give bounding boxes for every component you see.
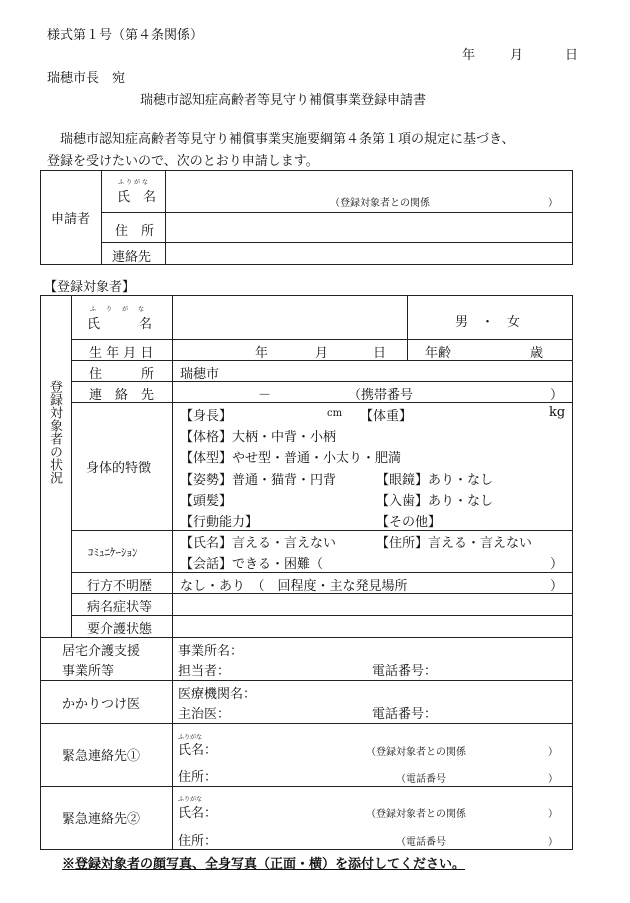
care-field[interactable] <box>174 616 570 636</box>
emergency-2-relation-close: ） <box>548 809 558 820</box>
applicant-name-field[interactable] <box>166 186 571 210</box>
disease-field[interactable] <box>174 594 570 614</box>
contact-dash: － <box>258 388 272 403</box>
age-unit: 歳 <box>530 346 544 361</box>
communication-label: ｺﾐｭﾆｹｰｼｮﾝ <box>88 546 138 559</box>
comm-name[interactable]: 【氏名】言える・言えない <box>180 536 337 551</box>
applicant-name-label: 氏 名 <box>117 190 157 205</box>
emergency-1-furigana: ふりがな <box>178 734 203 741</box>
doctor-institution[interactable]: 医療機関名： <box>178 687 257 702</box>
doctor-label: かかりつけ医 <box>62 697 141 712</box>
target-side-label: 登録対象者の状況 <box>47 380 62 484</box>
emergency-2-name[interactable]: 氏名： <box>178 806 218 821</box>
dob-label: 生 年 月 日 <box>89 346 154 361</box>
phys-posture[interactable]: 【姿勢】普通・猫背・円背 <box>180 473 337 488</box>
phys-other: 【その他】 <box>376 515 442 530</box>
doctor-physician[interactable]: 主治医： <box>178 707 231 722</box>
target-name-label: 氏 名 <box>87 317 153 332</box>
comm-talk[interactable]: 【会話】できる・困難（ <box>180 557 324 572</box>
emergency-1-address[interactable]: 住所： <box>178 770 218 785</box>
care-office-label-2: 事業所等 <box>62 664 115 679</box>
applicant-address-field[interactable] <box>166 213 571 241</box>
emergency-2-phone: （電話番号 <box>396 837 446 848</box>
doctor-phone[interactable]: 電話番号： <box>372 707 438 722</box>
emergency-2-label: 緊急連絡先② <box>62 812 141 827</box>
form-title: 瑞穂市認知症高齢者等見守り補償事業登録申請書 <box>140 93 427 108</box>
dob-day: 日 <box>373 346 387 361</box>
emergency-1-label: 緊急連絡先① <box>62 749 141 764</box>
phys-cm: cm <box>327 408 343 419</box>
applicant-contact-label: 連絡先 <box>112 250 152 265</box>
care-label: 要介護状態 <box>87 622 153 637</box>
phys-type[interactable]: 【体型】やせ型・普通・小太り・肥満 <box>180 451 402 466</box>
applicant-address-label: 住 所 <box>115 224 155 239</box>
phys-build[interactable]: 【体格】大柄・中背・小柄 <box>180 430 337 445</box>
age-label: 年齢 <box>425 346 452 361</box>
phys-denture[interactable]: 【入歯】あり・なし <box>376 494 494 509</box>
mobile-close: ） <box>550 388 564 403</box>
date-day-label: 日 <box>565 48 579 63</box>
target-name-field[interactable] <box>174 296 406 338</box>
emergency-1-relation: （登録対象者との関係 <box>366 747 466 758</box>
comm-address[interactable]: 【住所】言える・言えない <box>376 536 533 551</box>
applicant-relation: （登録対象者との関係 <box>330 198 430 209</box>
date-year-label: 年 <box>462 48 476 63</box>
emergency-1-phone: （電話番号 <box>396 774 446 785</box>
emergency-1-name[interactable]: 氏名： <box>178 743 218 758</box>
emergency-2-furigana: ふりがな <box>178 796 203 803</box>
applicant-contact-field[interactable] <box>166 243 571 263</box>
phys-hair: 【頭髪】 <box>180 494 233 509</box>
physical-label: 身体的特徴 <box>86 461 152 476</box>
dob-year: 年 <box>255 346 269 361</box>
care-office-phone[interactable]: 電話番号： <box>372 664 438 679</box>
intro-line-2: 登録を受けたいので、次のとおり申請します。 <box>47 154 319 169</box>
gender-options[interactable]: 男 ・ 女 <box>455 315 521 330</box>
care-office-staff[interactable]: 担当者： <box>178 664 231 679</box>
photo-note: ※登録対象者の顔写真、全身写真（正面・横）を添付してください。 <box>62 857 466 872</box>
target-contact-label: 連 絡 先 <box>89 388 155 403</box>
emergency-1-relation-close: ） <box>548 747 558 758</box>
phys-kg: kg <box>549 405 566 420</box>
dob-month: 月 <box>315 346 329 361</box>
missing-label: 行方不明歴 <box>87 579 153 594</box>
mobile-label: （携帯番号 <box>348 388 414 403</box>
emergency-2-relation: （登録対象者との関係 <box>366 809 466 820</box>
missing-close: ） <box>550 579 564 594</box>
emergency-2-phone-close: ） <box>548 837 558 848</box>
comm-close: ） <box>550 557 564 572</box>
emergency-1-phone-close: ） <box>548 774 558 785</box>
phys-height: 【身長】 <box>180 409 233 424</box>
target-furigana: ふ り が な <box>90 306 147 313</box>
disease-label: 病名症状等 <box>87 600 153 615</box>
section-label: 【登録対象者】 <box>44 280 136 295</box>
emergency-2-address[interactable]: 住所： <box>178 834 218 849</box>
care-office-name[interactable]: 事業所名： <box>178 644 244 659</box>
care-office-label-1: 居宅介護支援 <box>62 644 141 659</box>
date-month-label: 月 <box>510 48 524 63</box>
target-address-label: 住 所 <box>89 367 155 382</box>
phys-glasses[interactable]: 【眼鏡】あり・なし <box>376 473 494 488</box>
target-address-value[interactable]: 瑞穂市 <box>180 367 220 382</box>
phys-mobility: 【行動能力】 <box>180 515 259 530</box>
applicant-relation-close: ） <box>548 198 558 209</box>
addressee: 瑞穂市長 宛 <box>47 71 126 86</box>
applicant-furigana: ふりがな <box>118 179 151 186</box>
intro-line-1: 瑞穂市認知症高齢者等見守り補償事業実施要綱第４条第１項の規定に基づき、 <box>60 132 515 147</box>
phys-weight: 【体重】 <box>360 409 413 424</box>
missing-value[interactable]: なし・あり （ 回程度・主な発見場所 <box>180 579 408 594</box>
applicant-header: 申請者 <box>51 212 91 227</box>
form-number: 様式第１号（第４条関係） <box>47 28 204 43</box>
